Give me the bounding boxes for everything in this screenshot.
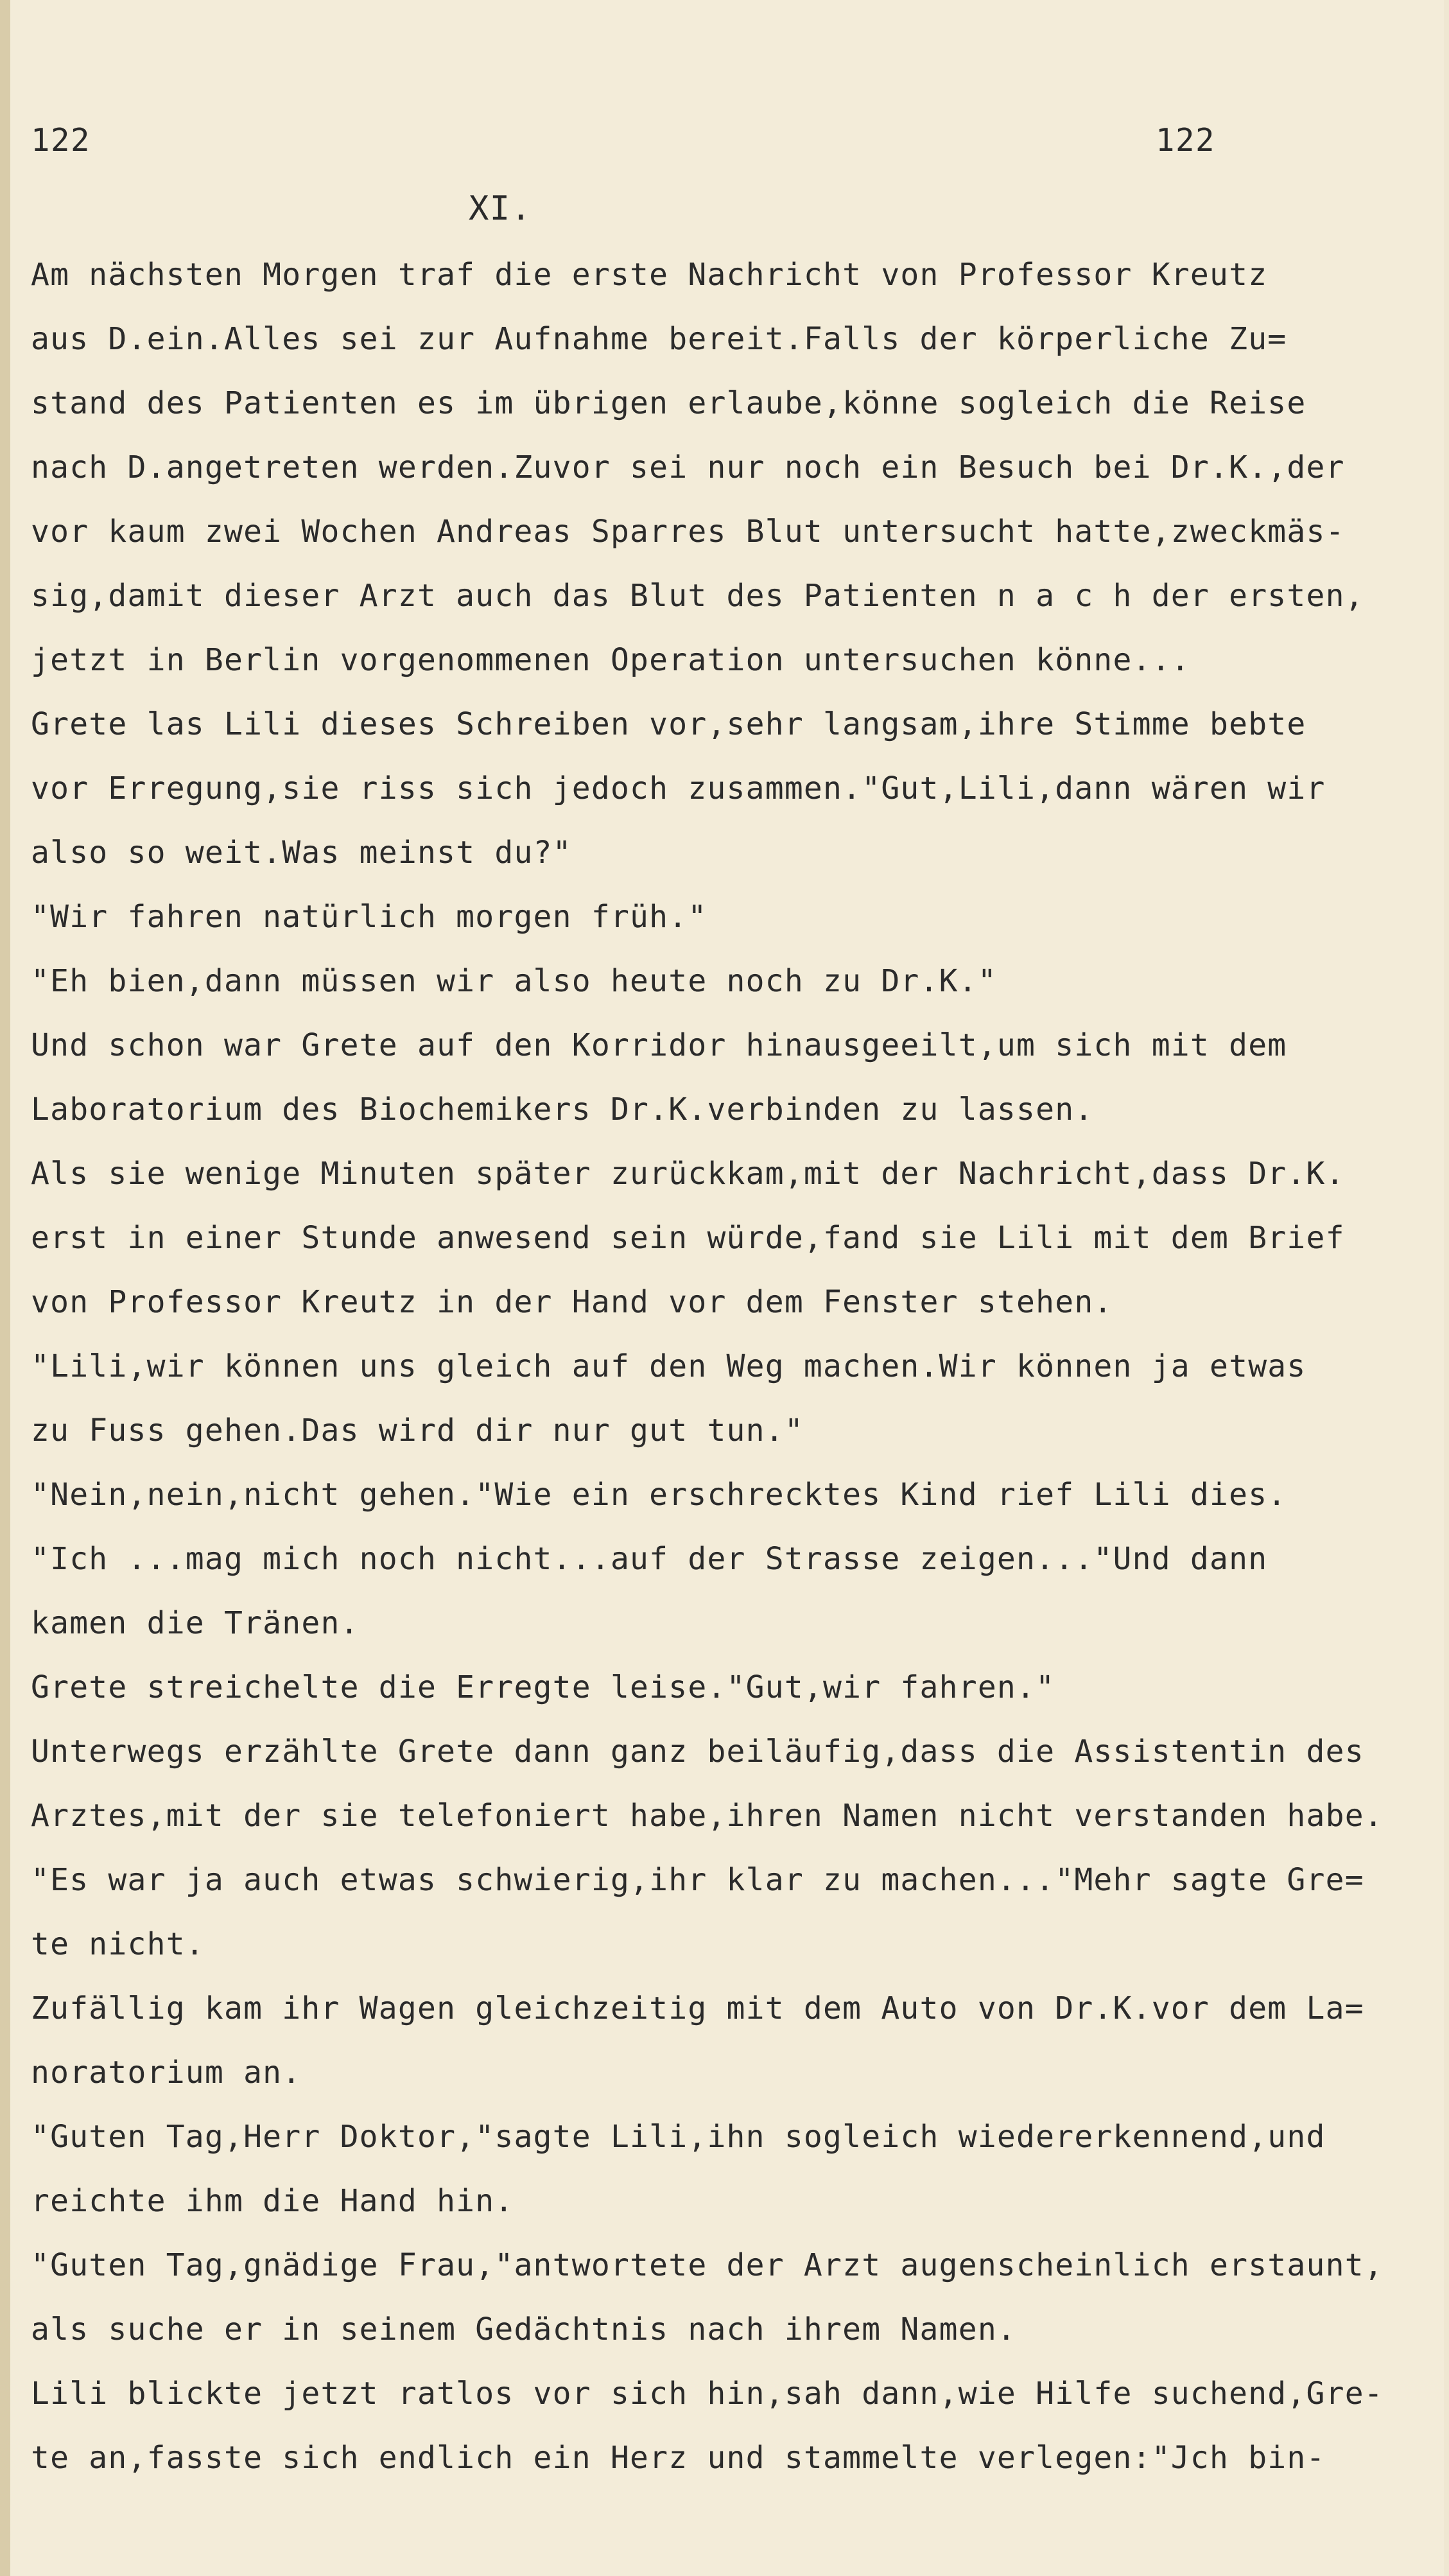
text-line: "Lili,wir können uns gleich auf den Weg machen.Wir können ja etwas	[31, 1348, 1306, 1384]
text-line: erst in einer Stunde anwesend sein würde,fand sie Lili mit dem Brief	[31, 1220, 1345, 1256]
text-line: "Guten Tag,gnädige Frau,"antwortete der Arzt augenscheinlich erstaunt,	[31, 2247, 1384, 2283]
text-line: "Nein,nein,nicht gehen."Wie ein erschrecktes Kind rief Lili dies.	[31, 1477, 1287, 1513]
text-line: jetzt in Berlin vorgenommenen Operation untersuchen könne...	[31, 642, 1190, 678]
text-line: sig,damit dieser Arzt auch das Blut des Patienten n a c h der ersten,	[31, 578, 1364, 614]
text-line: te nicht.	[31, 1926, 205, 1962]
text-line: Unterwegs erzählte Grete dann ganz beiläufig,dass die Assistentin des	[31, 1734, 1364, 1770]
text-line: Arztes,mit der sie telefoniert habe,ihren Namen nicht verstanden habe.	[31, 1798, 1384, 1834]
text-line: Grete streichelte die Erregte leise."Gut,wir fahren."	[31, 1669, 1055, 1705]
text-line: zu Fuss gehen.Das wird dir nur gut tun."	[31, 1413, 804, 1449]
text-line: "Wir fahren natürlich morgen früh."	[31, 899, 707, 935]
text-line: als suche er in seinem Gedächtnis nach ihrem Namen.	[31, 2311, 1017, 2347]
text-line: Lili blickte jetzt ratlos vor sich hin,sah dann,wie Hilfe suchend,Gre-	[31, 2376, 1384, 2412]
page-number-left: 122	[31, 122, 91, 159]
text-line: Zufällig kam ihr Wagen gleichzeitig mit dem Auto von Dr.K.vor dem La=	[31, 1990, 1364, 2026]
text-line: Laboratorium des Biochemikers Dr.K.verbinden zu lassen.	[31, 1092, 1094, 1127]
chapter-heading: XI.	[469, 189, 532, 228]
text-line: noratorium an.	[31, 2055, 302, 2091]
text-line: vor Erregung,sie riss sich jedoch zusammen."Gut,Lili,dann wären wir	[31, 770, 1326, 806]
text-line: aus D.ein.Alles sei zur Aufnahme bereit.Falls der körperliche Zu=	[31, 321, 1287, 357]
text-line: "Guten Tag,Herr Doktor,"sagte Lili,ihn sogleich wiedererkennend,und	[31, 2119, 1326, 2155]
body-text	[31, 256, 1430, 2503]
text-line: "Es war ja auch etwas schwierig,ihr klar zu machen..."Mehr sagte Gre=	[31, 1862, 1364, 1898]
text-line: Am nächsten Morgen traf die erste Nachricht von Professor Kreutz	[31, 257, 1268, 293]
text-line: kamen die Tränen.	[31, 1605, 360, 1641]
text-line: stand des Patienten es im übrigen erlaube,könne sogleich die Reise	[31, 385, 1306, 421]
page-number-right: 122	[1156, 122, 1216, 159]
text-line: Als sie wenige Minuten später zurückkam,mit der Nachricht,dass Dr.K.	[31, 1156, 1345, 1192]
text-line: vor kaum zwei Wochen Andreas Sparres Blut untersucht hatte,zweckmäs-	[31, 514, 1345, 550]
text-line: von Professor Kreutz in der Hand vor dem Fenster stehen.	[31, 1284, 1113, 1320]
text-line: "Eh bien,dann müssen wir also heute noch zu Dr.K."	[31, 963, 997, 999]
text-line: te an,fasste sich endlich ein Herz und stammelte verlegen:"Jch bin-	[31, 2440, 1326, 2476]
text-line: Und schon war Grete auf den Korridor hinausgeeilt,um sich mit dem	[31, 1027, 1287, 1063]
page-edge	[0, 0, 10, 2576]
text-line: nach D.angetreten werden.Zuvor sei nur noch ein Besuch bei Dr.K.,der	[31, 449, 1345, 485]
text-line: Grete las Lili dieses Schreiben vor,sehr langsam,ihre Stimme bebte	[31, 706, 1306, 742]
text-line: "Ich ...mag mich noch nicht...auf der Strasse zeigen..."Und dann	[31, 1541, 1268, 1577]
text-line: reichte ihm die Hand hin.	[31, 2183, 514, 2219]
text-line: also so weit.Was meinst du?"	[31, 835, 572, 871]
